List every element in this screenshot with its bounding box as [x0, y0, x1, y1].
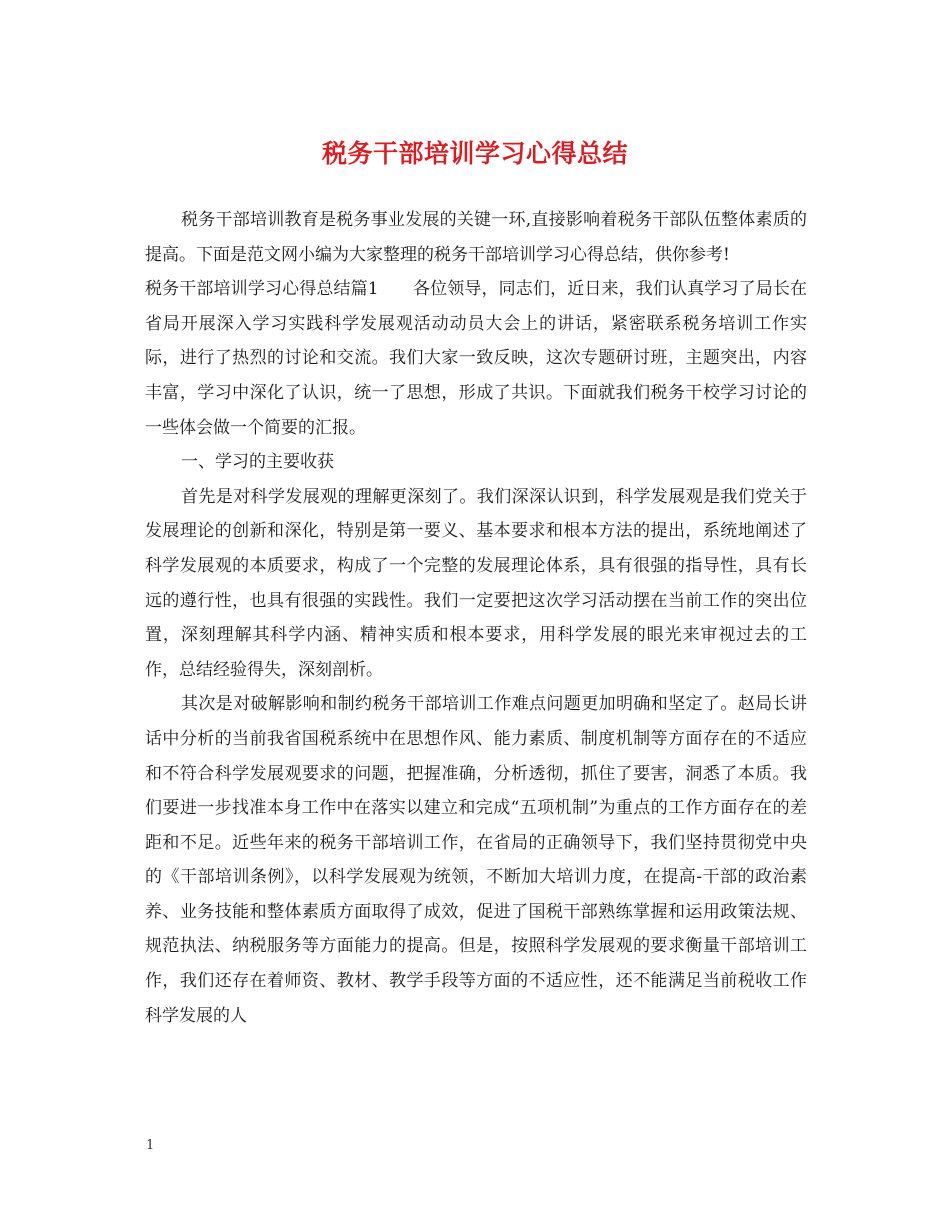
document-title: 税务干部培训学习心得总结 — [321, 139, 628, 168]
document-body — [145, 203, 807, 1033]
body-paragraph-2: 其次是对破解影响和制约税务干部培训工作难点问题更加明确和坚定了。赵局长讲话中分析的当前我省国税系统中在思想作风、能力素质、制度机制等方面存在的不适应和不符合科学发展观要求的问题，把握准确，分析透彻，抓住了要害，洞悉了本质。我们要进一步找准本身工作中在落实以建立和完成“五项机制”为重点的工作方面存在的差距和不足。近些年来的税务干部培训工作，在省局的正确领导下，我们坚持贯彻党中央的《干部培训条例》，以科学发展观为统领，不断加大培训力度，在提高-干部的政治素养、业务技能和整体素质方面取得了成效，促进了国税干部熟练掌握和运用政策法规、规范执法、纳税服务等方面能力的提高。但是，按照科学发展观的要求衡量干部培训工作，我们还存在着师资、教材、教学手段等方面的不适应性，还不能满足当前税收工作科学发展的人 — [145, 694, 807, 1026]
intro-paragraph: 税务干部培训教育是税务事业发展的关键一环,直接影响着税务干部队伍整体素质的提高。下面是范文网小编为大家整理的税务干部培训学习心得总结，供你参考! — [145, 210, 807, 265]
body-paragraph-1: 首先是对科学发展观的理解更深刻了。我们深深认识到，科学发展观是我们党关于发展理论的创新和深化，特别是第一要义、基本要求和根本方法的提出，系统地阐述了科学发展观的本质要求，构成了一个完整的发展理论体系，具有很强的指导性，具有长远的遵行性，也具有很强的实践性。我们一定要把这次学习活动摆在当前工作的突出位置，深刻理解其科学内涵、精神实质和根本要求，用科学发展的眼光来审视过去的工作，总结经验得失，深刻剖析。 — [145, 486, 807, 680]
page-number: 1 — [146, 1138, 155, 1153]
section-paragraph-1: 税务干部培训学习心得总结篇1 各位领导，同志们，近日来，我们认真学习了局长在省局开展深入学习实践科学发展观活动动员大会上的讲话，紧密联系税务培训工作实际，进行了热烈的讨论和交流。我们大家一致反映，这次专题研讨班，主题突出，内容丰富，学习中深化了认识，统一了思想，形成了共识。下面就我们税务干校学习讨论的一些体会做一个简要的汇报。 — [145, 279, 807, 438]
section-heading: 一、学习的主要收获 — [181, 452, 334, 473]
